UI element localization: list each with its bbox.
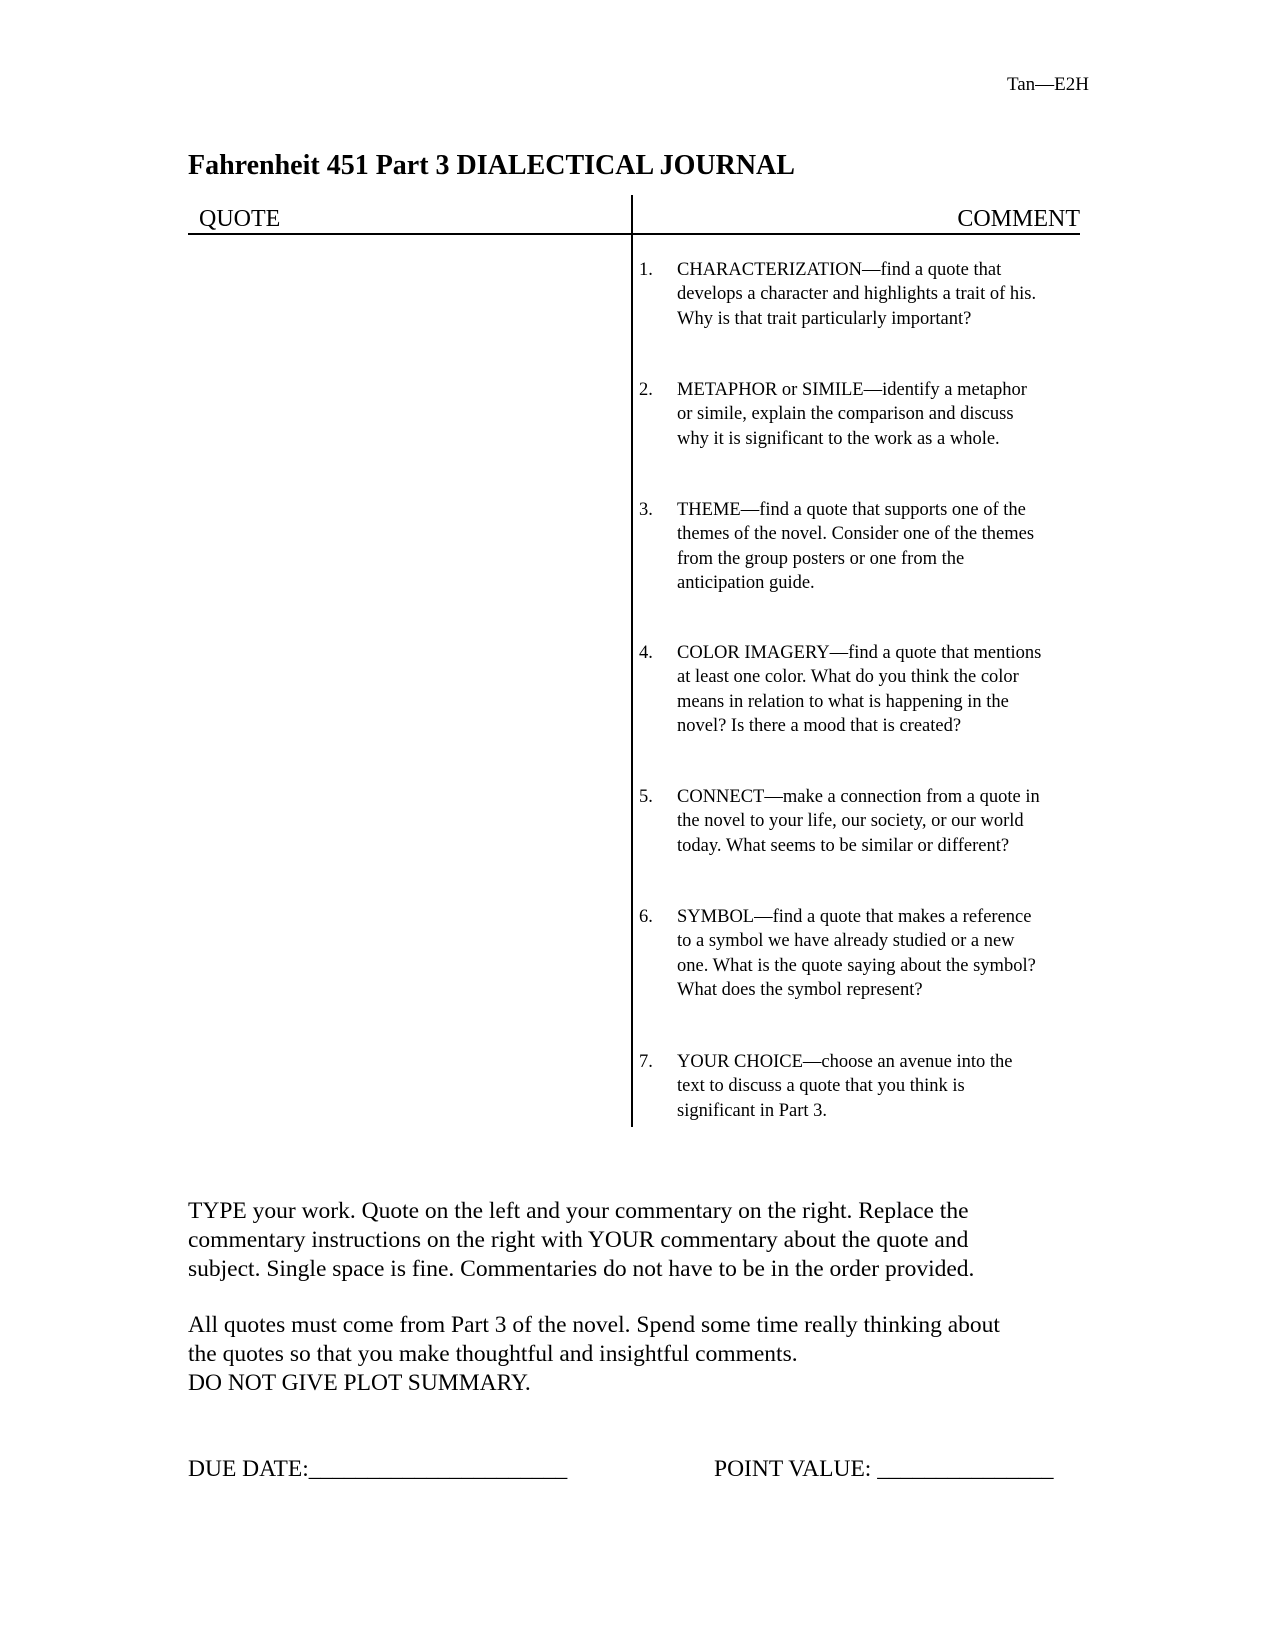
item-line: novel? Is there a mood that is created? (677, 715, 962, 736)
point-value-field[interactable]: POINT VALUE: _______________ (714, 1456, 1054, 1482)
instruction-line: subject. Single space is fine. Commentaries do not have to be in the order provided. (188, 1256, 975, 1282)
item-line: METAPHOR or SIMILE—identify a metaphor (677, 380, 1027, 400)
item-number: 5. (639, 787, 653, 807)
item-number: 2. (639, 380, 653, 400)
item-line: anticipation guide. (677, 572, 815, 593)
item-line: text to discuss a quote that you think is (677, 1076, 965, 1097)
instruction-line: DO NOT GIVE PLOT SUMMARY. (188, 1370, 531, 1396)
item-line: today. What seems to be similar or different? (677, 835, 1010, 856)
item-number: 4. (639, 643, 653, 663)
item-line: the novel to your life, our society, or our world (677, 811, 1024, 832)
item-text (677, 641, 1041, 738)
instruction-line: All quotes must come from Part 3 of the novel. Spend some time really thinking about (188, 1312, 1000, 1338)
item-line: why it is significant to the work as a whole. (677, 428, 1000, 449)
item-line: from the group posters or one from the (677, 548, 965, 569)
item-line: Why is that trait particularly important? (677, 308, 972, 329)
item-text (677, 1050, 1013, 1123)
header-code: Tan—E2H (1006, 74, 1089, 95)
item-line: to a symbol we have already studied or a new (677, 931, 1015, 952)
quote-column-header: QUOTE (199, 206, 281, 232)
item-text (677, 905, 1036, 1002)
item-line: themes of the novel. Consider one of the themes (677, 524, 1035, 545)
item-line: or simile, explain the comparison and discuss (677, 404, 1014, 425)
column-divider (631, 195, 633, 1127)
instructions-paragraph-1 (188, 1197, 974, 1284)
item-line: develops a character and highlights a trait of his. (677, 284, 1037, 305)
item-line: SYMBOL—find a quote that makes a reference (677, 907, 1032, 927)
item-text (677, 258, 1036, 331)
item-line: CONNECT—make a connection from a quote in (677, 787, 1040, 807)
item-number: 1. (639, 260, 653, 280)
item-line: at least one color. What do you think the color (677, 667, 1019, 688)
item-line: COLOR IMAGERY—find a quote that mentions (677, 643, 1042, 663)
item-line: means in relation to what is happening in the (677, 691, 1009, 712)
item-line: What does the symbol represent? (677, 979, 923, 1000)
item-line: significant in Part 3. (677, 1100, 828, 1121)
instruction-line: commentary instructions on the right with YOUR commentary about the quote and (188, 1227, 969, 1253)
due-date-field[interactable]: DUE DATE:______________________ (188, 1456, 568, 1482)
page-title: Fahrenheit 451 Part 3 DIALECTICAL JOURNAL (188, 150, 795, 181)
instruction-line: the quotes so that you make thoughtful and insightful comments. (188, 1341, 798, 1367)
item-line: CHARACTERIZATION—find a quote that (677, 260, 1002, 280)
item-line: YOUR CHOICE—choose an avenue into the (677, 1052, 1013, 1072)
item-text (677, 378, 1027, 451)
item-text (677, 498, 1034, 595)
item-line: THEME—find a quote that supports one of the (677, 500, 1026, 520)
item-number: 6. (639, 907, 653, 927)
item-line: one. What is the quote saying about the symbol? (677, 955, 1036, 976)
item-number: 3. (639, 500, 653, 520)
item-text (677, 785, 1040, 858)
comment-column-header: COMMENT (957, 206, 1080, 232)
instructions-paragraph-2 (188, 1311, 1000, 1398)
item-number: 7. (639, 1052, 653, 1072)
instruction-line: TYPE your work. Quote on the left and your commentary on the right. Replace the (188, 1198, 969, 1224)
header-rule (188, 233, 1080, 235)
